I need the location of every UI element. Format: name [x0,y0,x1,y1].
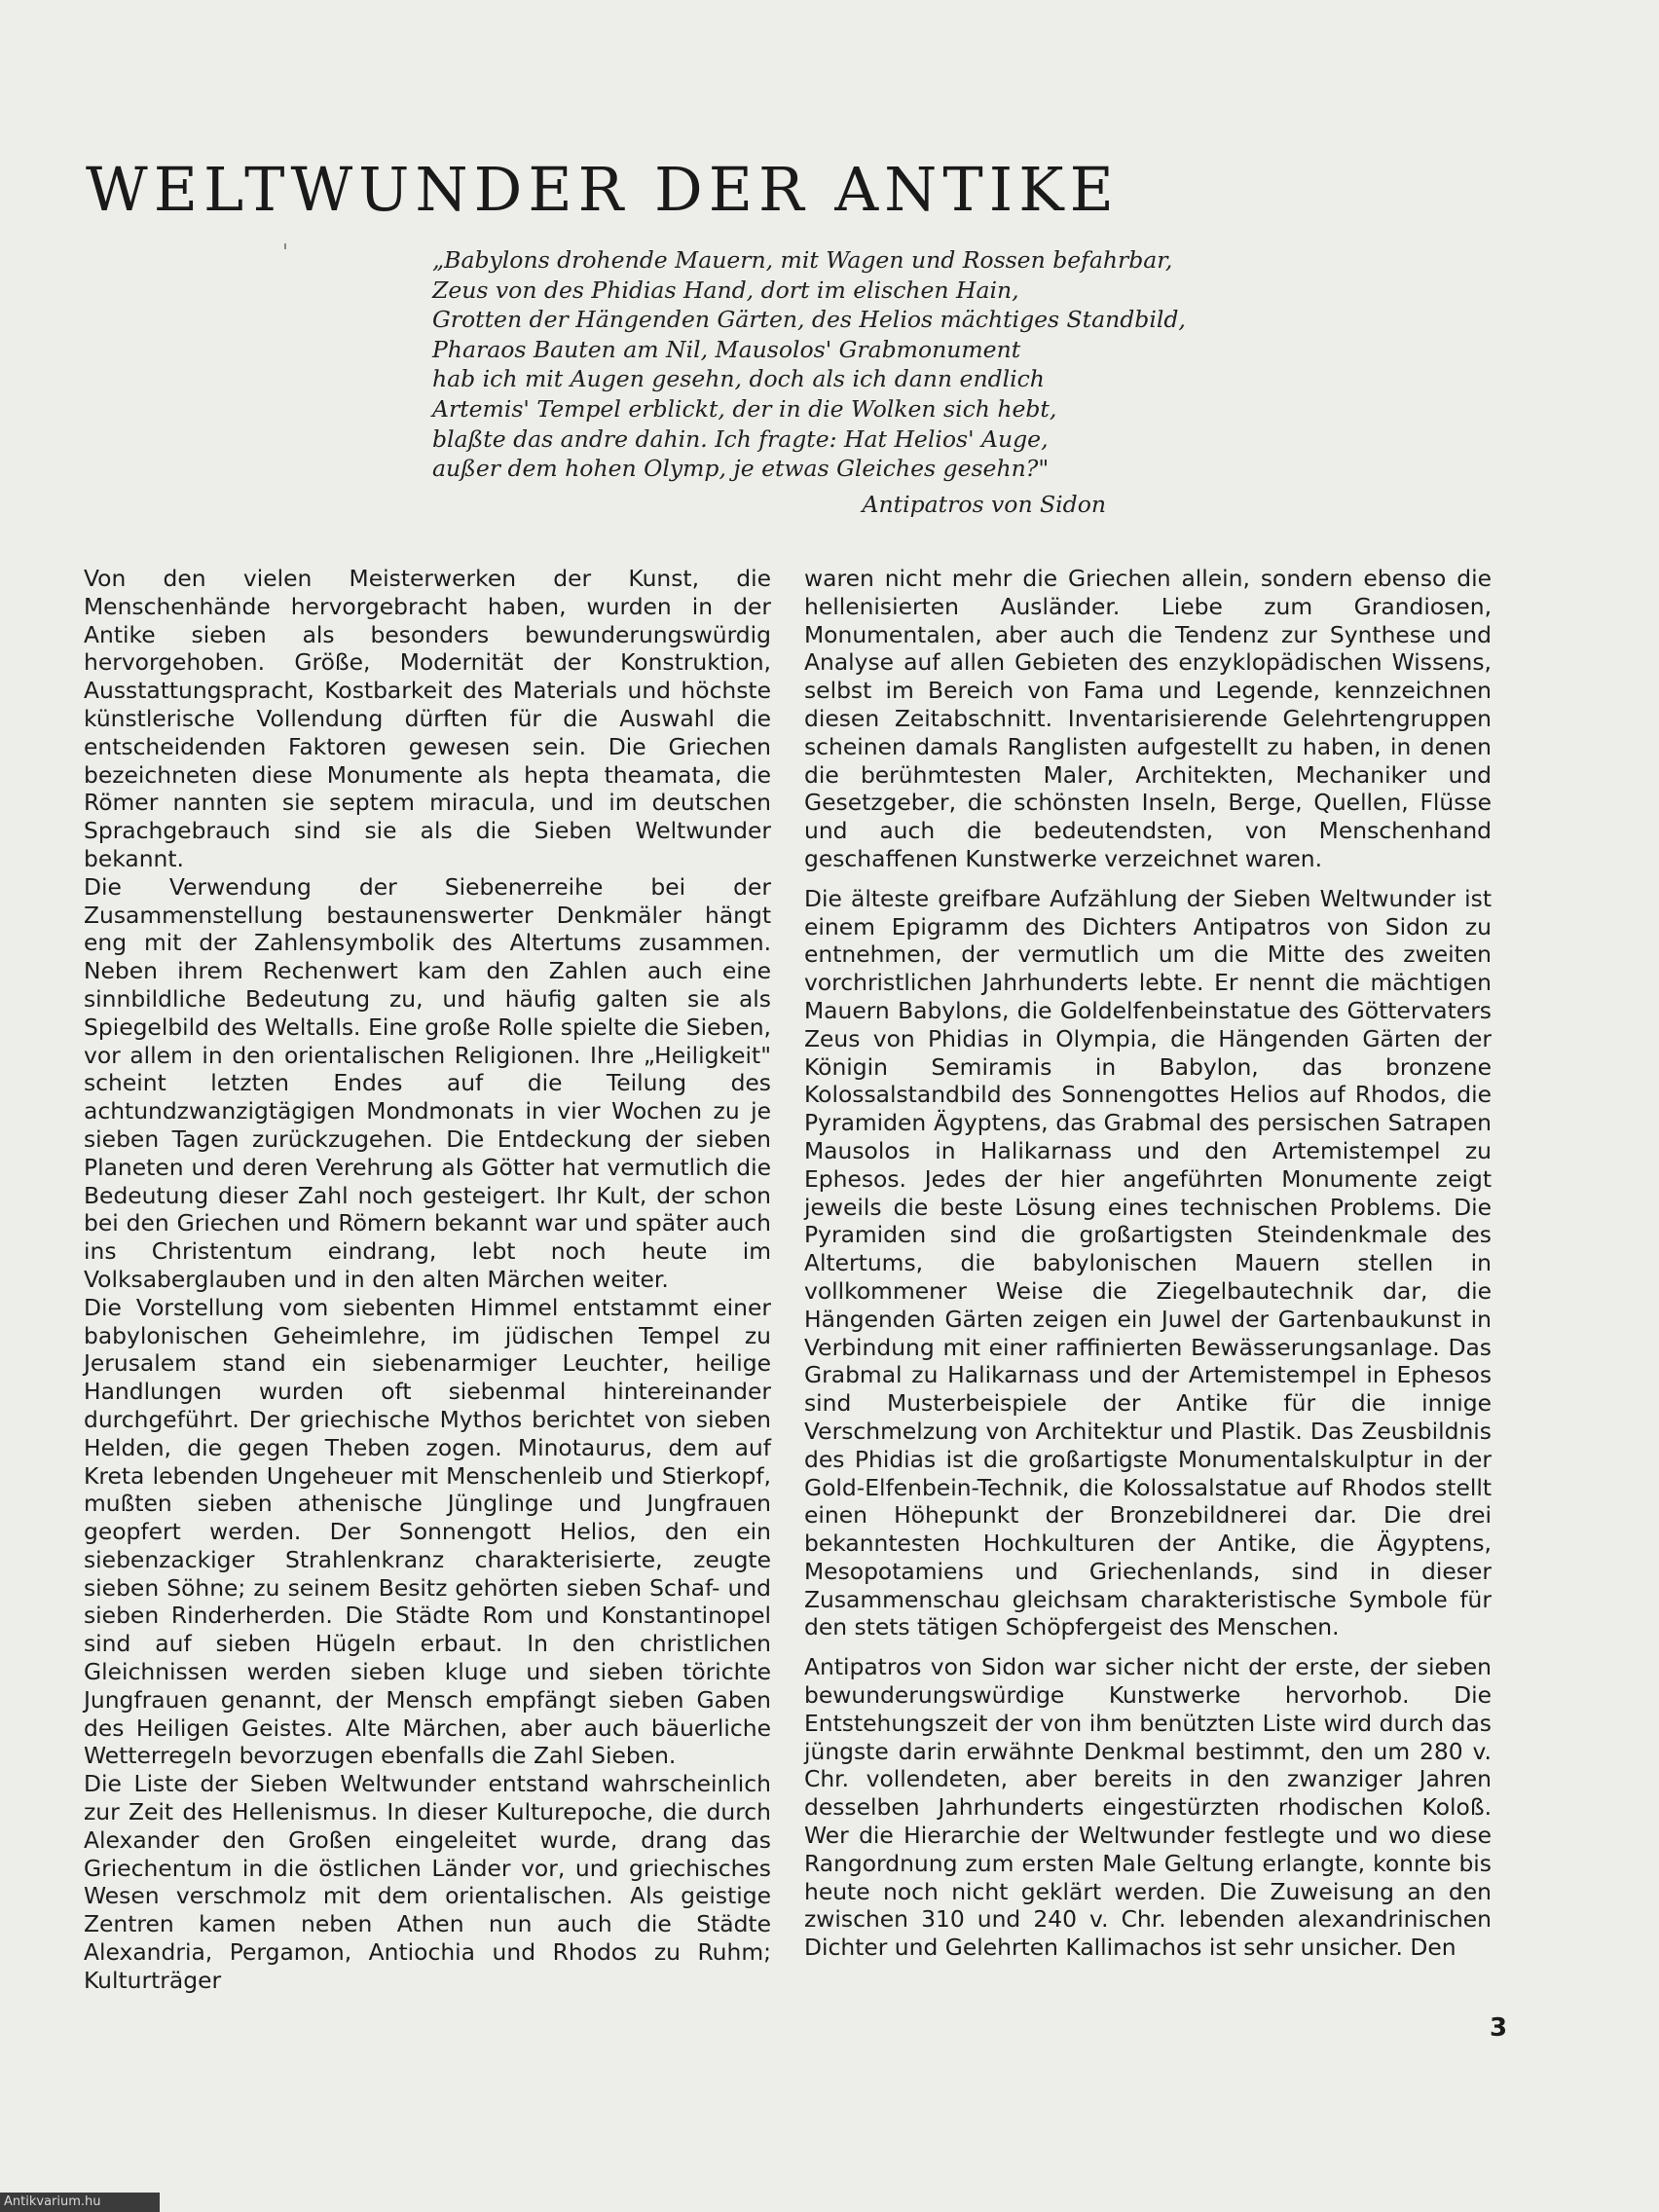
epigraph [432,245,1186,519]
right-column [804,565,1492,1962]
page-title: WELTWUNDER DER ANTIKE [86,154,1120,225]
page-number: 3 [1490,2013,1508,2043]
epigraph-line: außer dem hohen Olymp, je etwas Gleiches gesehn?" [432,455,1050,483]
epigraph-line: Zeus von des Phidias Hand, dort im elischen Hain, [432,276,1019,304]
epigraph-line: Grotten der Hängenden Gärten, des Helios mächtiges Standbild, [432,306,1186,334]
epigraph-line: hab ich mit Augen gesehn, doch als ich dann endlich [432,365,1045,393]
left-column [84,565,771,1995]
epigraph-line: „Babylons drohende Mauern, mit Wagen und Rossen befahrbar, [432,246,1173,274]
epigraph-author: Antipatros von Sidon [862,490,1106,518]
epigraph-line: Pharaos Bauten am Nil, Mausolos' Grabmonument [432,335,1021,363]
paragraph: waren nicht mehr die Griechen allein, sondern ebenso die hellenisierten Ausländer. Liebe zum Grandiosen, Monumentalen, aber auch die Tendenz zur Synthese und Analyse auf allen Gebieten des enzyklopädischen Wissens, selbst im Bereich von Fama und Legende, kennzeichnen diesen Zeitabschnitt. Inventarisierende Gelehrtengruppen scheinen damals Ranglisten aufgestellt zu haben, in denen die berühmtesten Maler, Architekten, Mechaniker und Gesetzgeber, die schönsten Inseln, Berge, Quellen, Flüsse und auch die bedeutendsten, von Menschenhand geschaffenen Kunstwerke verzeichnet waren. [804,565,1492,872]
print-speck [284,243,286,249]
paragraph: Die Liste der Sieben Weltwunder entstand wahrscheinlich zur Zeit des Hellenismus. In dieser Kulturepoche, die durch Alexander den Großen eingeleitet wurde, drang das Griechentum in die östlichen Länder vor, und griechisches Wesen verschmolz mit dem orientalischen. Als geistige Zentren kamen neben Athen nun auch die Städte Alexandria, Pergamon, Antiochia und Rhodos zu Ruhm; Kulturträger [84,1770,771,1994]
watermark: Antikvarium.hu [0,2193,160,2212]
paragraph: Von den vielen Meisterwerken der Kunst, die Menschenhände hervorgebracht haben, wurden in der Antike sieben als besonders bewunderungswürdig hervorgehoben. Größe, Modernität der Konstruktion, Ausstattungspracht, Kostbarkeit des Materials und höchste künstlerische Vollendung dürften für die Auswahl die entscheidenden Faktoren gewesen sein. Die Griechen bezeichneten diese Monumente als hepta theamata, die Römer nannten sie septem miracula, und im deutschen Sprachgebrauch sind sie als die Sieben Weltwunder bekannt. [84,565,771,872]
epigraph-line: Artemis' Tempel erblickt, der in die Wolken sich hebt, [432,394,1057,423]
paragraph: Die Vorstellung vom siebenten Himmel entstammt einer babylonischen Geheimlehre, im jüdischen Tempel zu Jerusalem stand ein siebenarmiger Leuchter, heilige Handlungen wurden oft siebenmal hintereinander durchgeführt. Der griechische Mythos berichtet von sieben Helden, die gegen Theben zogen. Minotaurus, dem auf Kreta lebenden Ungeheuer mit Menschenleib und Stierkopf, mußten sieben athenische Jünglinge und Jungfrauen geopfert werden. Der Sonnengott Helios, den ein siebenzackiger Strahlenkranz charakterisierte, zeugte sieben Söhne; zu seinem Besitz gehörten sieben Schaf- und sieben Rinderherden. Die Städte Rom und Konstantinopel sind auf sieben Hügeln erbaut. In den christlichen Gleichnissen werden sieben kluge und sieben törichte Jungfrauen genannt, der Mensch empfängt sieben Gaben des Heiligen Geistes. Alte Märchen, aber auch bäuerliche Wetterregeln bevorzugen ebenfalls die Zahl Sieben. [84,1293,771,1770]
paragraph: Die Verwendung der Siebenerreihe bei der Zusammenstellung bestaunenswerter Denkmäler hängt eng mit der Zahlensymbolik des Altertums zusammen. Neben ihrem Rechenwert kam den Zahlen auch eine sinnbildliche Bedeutung zu, und häufig galten sie als Spiegelbild des Weltalls. Eine große Rolle spielte die Sieben, vor allem in den orientalischen Religionen. Ihre „Heiligkeit" scheint letzten Endes auf die Teilung des achtundzwanzigtägigen Mondmonats in vier Wochen zu je sieben Tagen zurückzugehen. Die Entdeckung der sieben Planeten und deren Verehrung als Götter hat vermutlich die Bedeutung dieser Zahl noch gesteigert. Ihr Kult, der schon bei den Griechen und Römern bekannt war und später auch ins Christentum eindrang, lebt noch heute im Volksaberglauben und in den alten Märchen weiter. [84,872,771,1293]
paragraph: Die älteste greifbare Aufzählung der Sieben Weltwunder ist einem Epigramm des Dichters Antipatros von Sidon zu entnehmen, der vermutlich um die Mitte des zweiten vorchristlichen Jahrhunderts lebte. Er nennt die mächtigen Mauern Babylons, die Goldelfenbeinstatue des Göttervaters Zeus von Phidias in Olympia, die Hängenden Gärten der Königin Semiramis in Babylon, das bronzene Kolossalstandbild des Sonnengottes Helios auf Rhodos, die Pyramiden Ägyptens, das Grabmal des persischen Satrapen Mausolos in Halikarnass und den Artemistempel zu Ephesos. Jedes der hier angeführten Monumente zeigt jeweils die beste Lösung eines technischen Problems. Die Pyramiden sind die großartigsten Steindenkmale des Altertums, die babylonischen Mauern stellen in vollkommener Weise die Ziegelbautechnik dar, die Hängenden Gärten zeigen ein Juwel der Gartenbaukunst in Verbindung mit einer raffinierten Bewässerungsanlage. Das Grabmal zu Halikarnass und der Artemistempel in Ephesos sind Musterbeispiele der Antike für die innige Verschmelzung von Architektur und Plastik. Das Zeusbildnis des Phidias ist die großartigste Monumentalskulptur in der Gold-Elfenbein-Technik, die Kolossalstatue auf Rhodos stellt einen Höhepunkt der Bronzebildnerei dar. Die drei bekanntesten Hochkulturen der Antike, die Ägyptens, Mesopotamiens und Griechenlands, sind in dieser Zusammenschau gleichsam charakteristische Symbole für den stets tätigen Schöpfergeist des Menschen. [804,884,1492,1641]
paragraph: Antipatros von Sidon war sicher nicht der erste, der sieben bewunderungswürdige Kunstwerke hervorhob. Die Entstehungszeit der von ihm benützten Liste wird durch das jüngste darin erwähnte Denkmal bestimmt, den um 280 v. Chr. vollendeten, aber bereits in den zwanziger Jahren desselben Jahrhunderts eingestürzten rhodischen Koloß. Wer die Hierarchie der Weltwunder festlegte und wo diese Rangordnung zum ersten Male Geltung erlangte, konnte bis heute noch nicht geklärt werden. Die Zuweisung an den zwischen 310 und 240 v. Chr. lebenden alexandrinischen Dichter und Gelehrten Kallimachos ist sehr unsicher. Den [804,1653,1492,1962]
epigraph-line: blaßte das andre dahin. Ich fragte: Hat Helios' Auge, [432,424,1049,453]
